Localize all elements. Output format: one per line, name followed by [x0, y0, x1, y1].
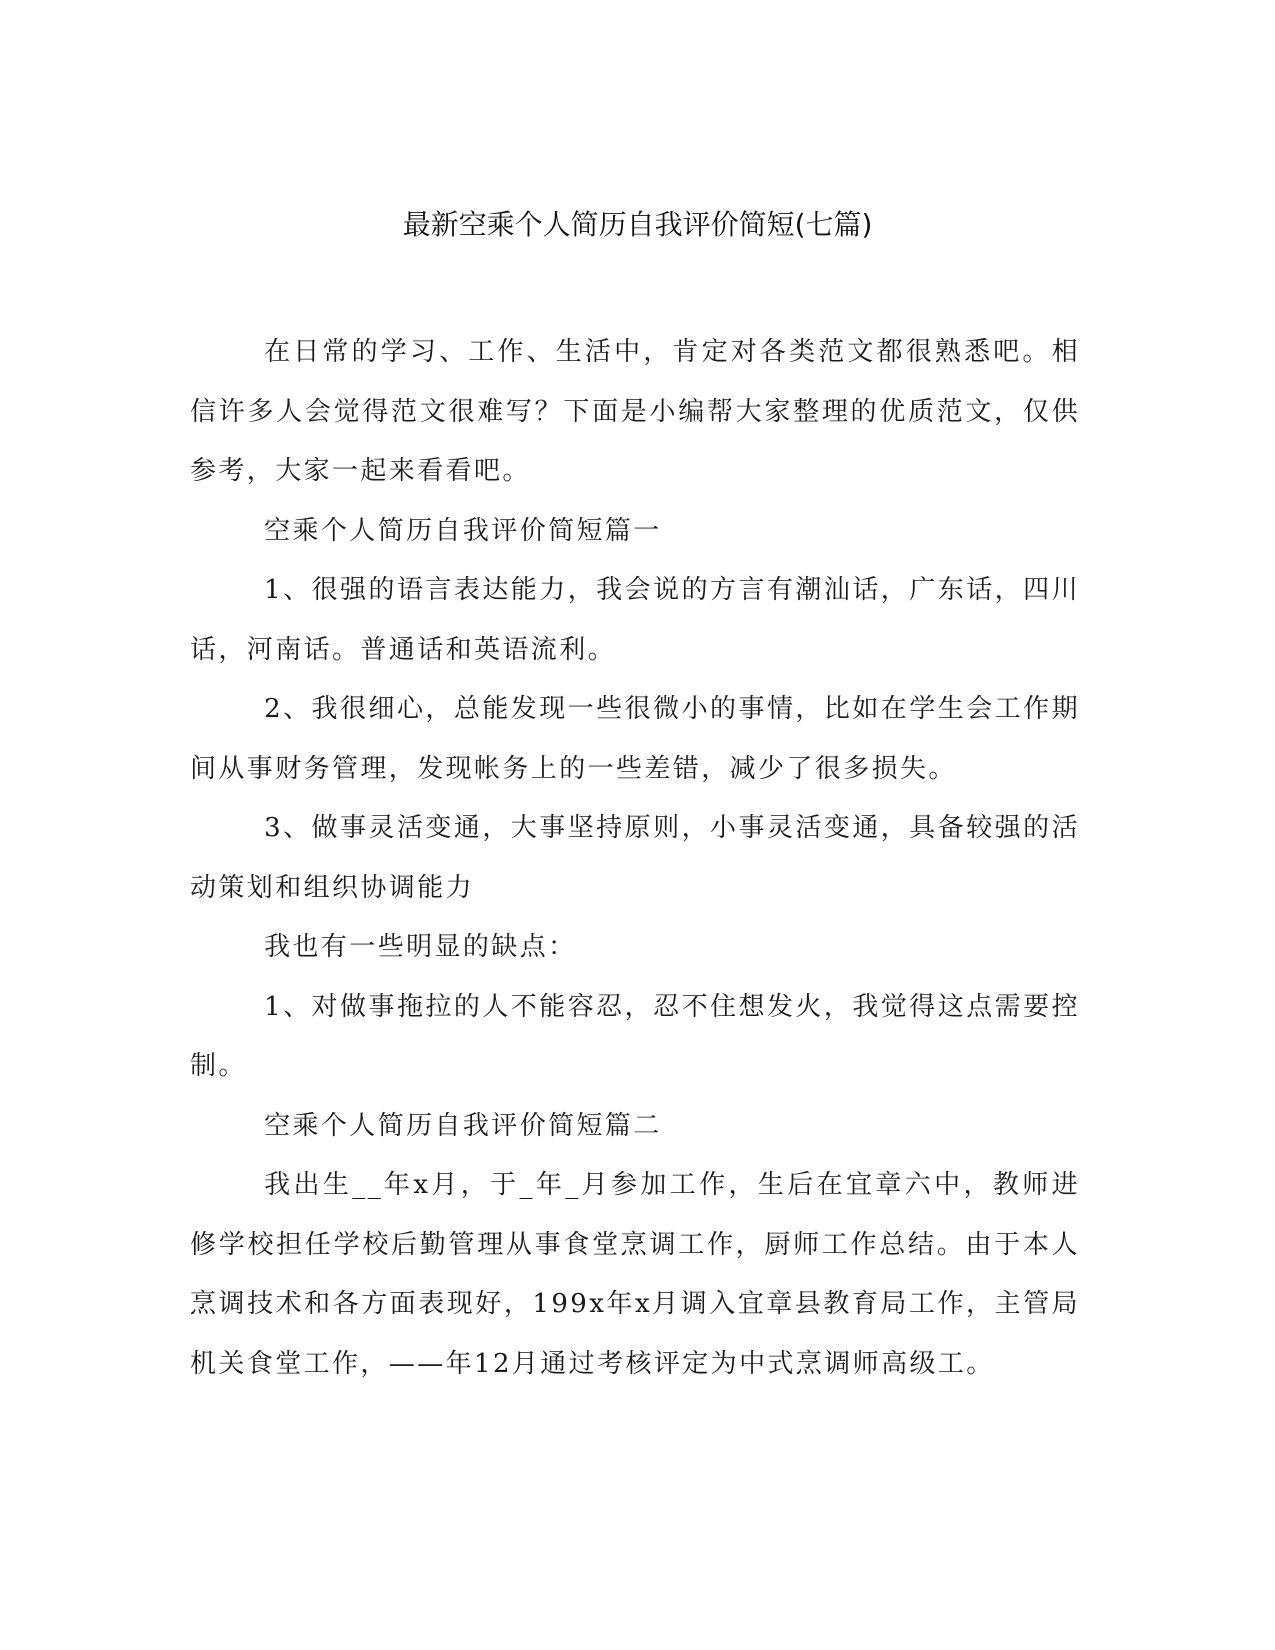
list-item-3: 3、做事灵活变通，大事坚持原则，小事灵活变通，具备较强的活动策划和组织协调能力: [190, 813, 1080, 903]
shortcoming-item-1: 1、对做事拖拉的人不能容忍，忍不住想发火，我觉得这点需要控制。: [190, 991, 1080, 1081]
document-title: 最新空乘个人简历自我评价简短(七篇): [402, 208, 873, 241]
list-item-2: 2、我很细心，总能发现一些很微小的事情，比如在学生会工作期间从事财务管理，发现帐务上的一些差错，减少了很多损失。: [190, 694, 1080, 784]
list-item-1: 1、很强的语言表达能力，我会说的方言有潮汕话，广东话，四川话，河南话。普通话和英语流利。: [190, 575, 1080, 665]
intro-paragraph: 在日常的学习、工作、生活中，肯定对各类范文都很熟悉吧。相信许多人会觉得范文很难写？下面是小编帮大家整理的优质范文，仅供参考，大家一起来看看吧。: [190, 337, 1080, 486]
section-2-paragraph: 我出生__年x月，于_年_月参加工作，生后在宜章六中，教师进修学校担任学校后勤管理从事食堂烹调工作，厨师工作总结。由于本人烹调技术和各方面表现好，199x年x月调入宜章县教育局工作，主管局机关食堂工作，——年12月通过考核评定为中式烹调师高级工。: [190, 1170, 1080, 1379]
document-body: [190, 323, 1080, 1394]
shortcomings-intro: 我也有一些明显的缺点：: [264, 932, 577, 962]
section-heading-1: 空乘个人简历自我评价简短篇一: [264, 515, 662, 546]
section-heading-2: 空乘个人简历自我评价简短篇二: [264, 1110, 662, 1141]
